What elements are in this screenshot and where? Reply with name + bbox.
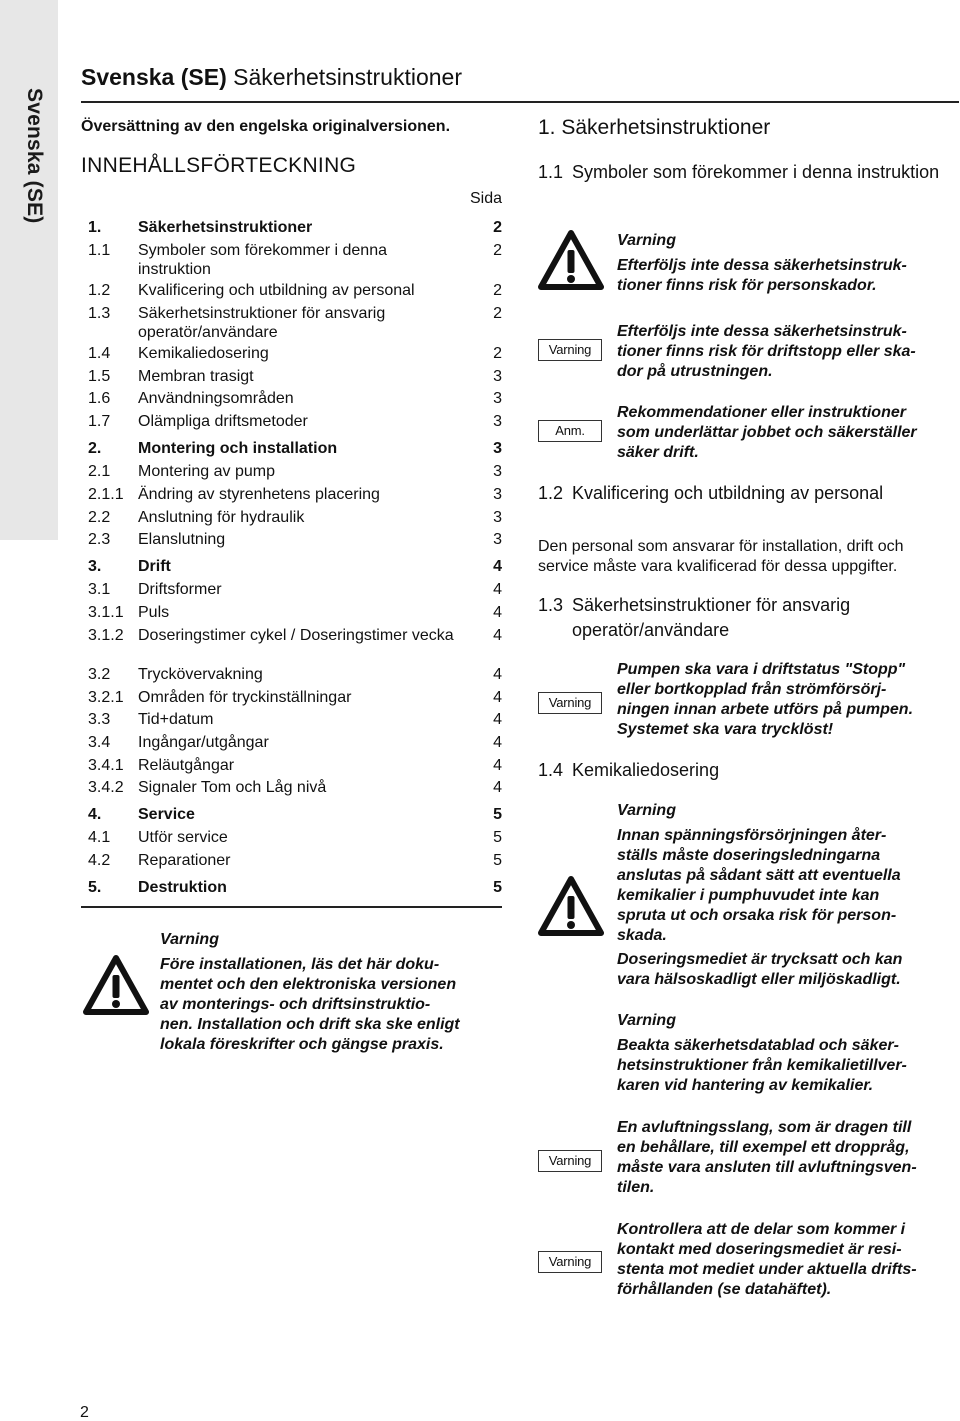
chem-warning-2-label: Varning xyxy=(617,1012,676,1029)
toc-entry-number: 4.2 xyxy=(88,852,111,869)
toc-entry-number: 3.4 xyxy=(88,734,111,751)
toc-entry-number: 1.1 xyxy=(88,242,111,259)
toc-page-column-label: Sida xyxy=(469,190,502,207)
toc-entry-page: 4 xyxy=(493,711,502,728)
toc-entry-number: 2.3 xyxy=(88,531,111,548)
toc-entry-title: Säkerhetsinstruktioner xyxy=(138,219,313,236)
toc-entry-number: 2.2 xyxy=(88,509,111,526)
chem-note-2-text: Kontrollera att de delar som kommer i kontakt med doseringsmediet är resi- stenta mot mediet under aktuella drifts- förhållanden (se datahäftet). xyxy=(617,1221,917,1298)
toc-entry-page: 3 xyxy=(493,413,502,430)
toc-entry-number: 4.1 xyxy=(88,829,111,846)
toc-entry-title: Service xyxy=(138,806,195,823)
toc-entry-number: 2. xyxy=(88,440,102,457)
toc-entry-page: 3 xyxy=(493,486,502,503)
toc-entry-number: 5. xyxy=(88,879,102,896)
toc-entry-page: 2 xyxy=(493,345,502,362)
toc-entry-page: 3 xyxy=(493,440,502,457)
toc-entry-title: Områden för tryckinställningar xyxy=(138,689,352,706)
toc-entry-number: 3.4.1 xyxy=(88,757,124,774)
toc-entry-number: 3. xyxy=(88,558,102,575)
toc-entry-number: 1.4 xyxy=(88,345,111,362)
toc-entry-title: Elanslutning xyxy=(138,531,226,548)
toc-entry-number: 1.5 xyxy=(88,368,111,385)
section-number: 1.1 xyxy=(538,162,564,182)
chem-note-1-text: En avluftningsslang, som är dragen till en behållare, till exempel ett droppråg, måste vara ansluten till avluftningsven- tilen. xyxy=(617,1119,917,1196)
toc-entry-page: 4 xyxy=(493,734,502,751)
language-side-tab xyxy=(0,0,58,540)
toc-entry-page: 4 xyxy=(493,581,502,598)
toc-entry-title: Olämpliga driftsmetoder xyxy=(138,413,308,430)
section-title: Kemikaliedosering xyxy=(572,760,720,780)
toc-entry-title: Montering och installation xyxy=(138,440,338,457)
toc-entry-title: Tryckövervakning xyxy=(138,666,263,683)
section-1-heading: 1. Säkerhetsinstruktioner xyxy=(538,116,771,139)
toc-entry-title: Membran trasigt xyxy=(138,368,254,385)
toc-entry-title: Doseringstimer cykel / Doseringstimer vecka xyxy=(138,627,454,644)
toc-entry-title: Säkerhetsinstruktioner för ansvarig operatör/användare xyxy=(138,305,386,341)
toc-entry-title: Användningsområden xyxy=(138,390,294,407)
warning-triangle-icon xyxy=(538,229,604,291)
section-1-2-body: Den personal som ansvarar för installation, drift och service måste vara kvalificerad för dessa uppgifter. xyxy=(538,538,904,575)
toc-entry-number: 3.2.1 xyxy=(88,689,124,706)
toc-entry-title: Driftsformer xyxy=(138,581,222,598)
warning-text: Före installationen, läs det här doku- mentet och den elektroniska versionen av monterings- och driftsinstruktio- nen. Installation och drift ska ske enligt lokala föreskrifter och gängse praxis. xyxy=(160,956,460,1053)
toc-entry-title: Tid+datum xyxy=(138,711,214,728)
page-title xyxy=(81,64,462,91)
toc-entry-page: 5 xyxy=(493,829,502,846)
chem-warning-1-text: Innan spänningsförsörjningen åter- ställs måste doseringsledningarna anslutas på sådant sätt att eventuella kemikalier i pumphuvudet inte kan spruta ut och orsaka risk för person- skada. xyxy=(617,827,901,944)
toc-entry-page: 5 xyxy=(493,806,502,823)
toc-entry-number: 3.2 xyxy=(88,666,111,683)
toc-entry-page: 4 xyxy=(493,558,502,575)
toc-entry-page: 4 xyxy=(493,757,502,774)
symbol-anm-text: Rekommendationer eller instruktioner som underlättar jobbet och säkerställer säker drift. xyxy=(617,404,917,461)
anm-badge: Anm. xyxy=(538,420,602,442)
toc-entry-title: Reläutgångar xyxy=(138,757,235,774)
toc-entry-page: 5 xyxy=(493,852,502,869)
toc-entry-number: 1.3 xyxy=(88,305,111,322)
toc-entry-number: 3.1 xyxy=(88,581,111,598)
toc-entry-title: Ändring av styrenhetens placering xyxy=(138,486,380,503)
toc-entry-number: 3.3 xyxy=(88,711,111,728)
toc-entry-page: 2 xyxy=(493,305,502,322)
page-title-language: Svenska (SE) xyxy=(81,64,227,90)
toc-entry-title: Montering av pump xyxy=(138,463,275,480)
toc-entry-page: 4 xyxy=(493,604,502,621)
chem-warning-2-text: Beakta säkerhetsdatablad och säker- hetsinstruktioner från kemikalietillver- karen vid hantering av kemikalier. xyxy=(617,1037,907,1094)
toc-entry-title: Signaler Tom och Låg nivå xyxy=(138,779,327,796)
page-number: 2 xyxy=(80,1404,89,1421)
toc-entry-number: 1.7 xyxy=(88,413,111,430)
toc-entry-number: 3.4.2 xyxy=(88,779,124,796)
varning-badge: Varning xyxy=(538,1251,602,1273)
toc-entry-number: 3.1.2 xyxy=(88,627,124,644)
toc-entry-title: Utför service xyxy=(138,829,228,846)
toc-entry-page: 3 xyxy=(493,390,502,407)
toc-entry-page: 2 xyxy=(493,282,502,299)
toc-entry-title: Drift xyxy=(138,558,171,575)
header-divider xyxy=(81,101,959,103)
toc-divider xyxy=(81,906,502,908)
page-title-text: Säkerhetsinstruktioner xyxy=(226,64,462,90)
toc-entry-number: 4. xyxy=(88,806,102,823)
section-1-3-warning-text: Pumpen ska vara i driftstatus "Stopp" eller bortkopplad från strömförsörj- ningen innan arbete utförs på pumpen. Systemet ska vara trycklöst! xyxy=(617,661,914,738)
toc-entry-page: 4 xyxy=(493,779,502,796)
varning-badge: Varning xyxy=(538,692,602,714)
toc-entry-page: 4 xyxy=(493,627,502,644)
toc-entry-number: 1.2 xyxy=(88,282,111,299)
toc-entry-number: 2.1 xyxy=(88,463,111,480)
toc-entry-title: Kvalificering och utbildning av personal xyxy=(138,282,415,299)
toc-entry-page: 2 xyxy=(493,242,502,259)
varning-badge: Varning xyxy=(538,339,602,361)
section-title: Säkerhetsinstruktioner för ansvarig operatör/användare xyxy=(572,595,851,640)
varning-badge: Varning xyxy=(538,1150,602,1172)
toc-entry-page: 5 xyxy=(493,879,502,896)
translation-note: Översättning av den engelska originalversionen. xyxy=(81,118,451,135)
symbol-warning-text: Efterföljs inte dessa säkerhetsinstruk- tioner finns risk för personskador. xyxy=(617,257,907,294)
toc-entry-page: 3 xyxy=(493,531,502,548)
toc-entry-number: 2.1.1 xyxy=(88,486,124,503)
chem-warning-1-text-2: Doseringsmediet är trycksatt och kan vara hälsoskadligt eller miljöskadligt. xyxy=(617,951,903,988)
toc-entry-title: Anslutning för hydraulik xyxy=(138,509,305,526)
section-number: 1.3 xyxy=(538,595,564,615)
toc-entry-number: 1.6 xyxy=(88,390,111,407)
toc-entry-number: 1. xyxy=(88,219,102,236)
toc-entry-title: Ingångar/utgångar xyxy=(138,734,269,751)
toc-entry-title: Reparationer xyxy=(138,852,231,869)
chem-warning-1-label: Varning xyxy=(617,802,676,819)
warning-triangle-icon xyxy=(538,875,604,937)
toc-entry-page: 4 xyxy=(493,689,502,706)
toc-entry-number: 3.1.1 xyxy=(88,604,124,621)
section-title: Symboler som förekommer i denna instruktion xyxy=(572,162,940,182)
symbol-varning-text: Efterföljs inte dessa säkerhetsinstruk- tioner finns risk för driftstopp eller ska- dor på utrustningen. xyxy=(617,323,916,380)
toc-entry-page: 3 xyxy=(493,509,502,526)
toc-entry-page: 3 xyxy=(493,463,502,480)
section-number: 1.2 xyxy=(538,483,564,503)
toc-entry-page: 3 xyxy=(493,368,502,385)
section-title: Kvalificering och utbildning av personal xyxy=(572,483,884,503)
section-number: 1.4 xyxy=(538,760,564,780)
toc-entry-page: 4 xyxy=(493,666,502,683)
toc-entry-title: Kemikaliedosering xyxy=(138,345,269,362)
side-tab-label: Svenska (SE) xyxy=(23,88,46,224)
toc-entry-title: Puls xyxy=(138,604,170,621)
toc-heading: INNEHÅLLSFÖRTECKNING xyxy=(81,154,357,177)
symbol-warning-label: Varning xyxy=(617,232,676,249)
toc-entry-title: Symboler som förekommer i denna instruktion xyxy=(138,242,387,278)
warning-triangle-icon xyxy=(83,954,149,1016)
toc-entry-title: Destruktion xyxy=(138,879,227,896)
toc-entry-page: 2 xyxy=(493,219,502,236)
warning-label: Varning xyxy=(160,931,219,948)
